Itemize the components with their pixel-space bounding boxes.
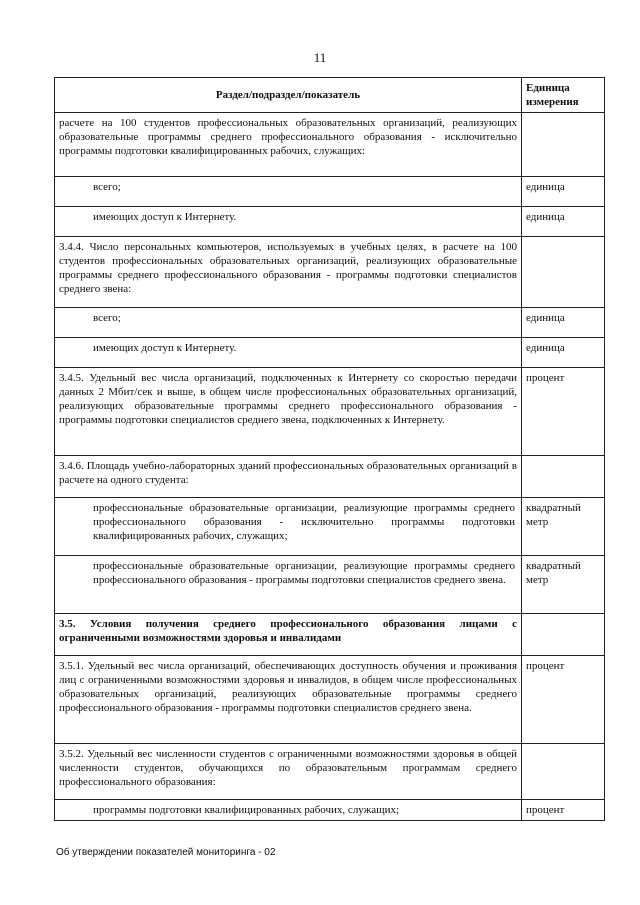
row-text: 3.5.1. Удельный вес числа организаций, обеспечивающих доступность обучения и проживания лиц с ограниченными возможностями здоровья и инвалидов, в общем числе профессиональных образовательных организаций, реализующих образовательные программы среднего профессионального образования - программы подготовки специалистов среднего звена. bbox=[55, 656, 522, 744]
document-footer: Об утверждении показателей мониторинга - 02 bbox=[56, 847, 276, 858]
row-unit: квадратный метр bbox=[522, 498, 605, 556]
row-unit bbox=[522, 113, 605, 177]
row-text: 3.4.6. Площадь учебно-лабораторных зданий профессиональных образовательных организаций в расчете на одного студента: bbox=[55, 456, 522, 498]
header-unit: Единица измерения bbox=[522, 78, 605, 113]
table-row bbox=[55, 308, 605, 338]
row-unit: процент bbox=[522, 800, 605, 821]
table-row bbox=[55, 456, 605, 498]
row-text: профессиональные образовательные организации, реализующие программы среднего профессионального образования - программы подготовки специалистов среднего звена. bbox=[55, 556, 522, 614]
row-unit bbox=[522, 456, 605, 498]
row-unit: процент bbox=[522, 656, 605, 744]
table-row bbox=[55, 498, 605, 556]
table-row bbox=[55, 368, 605, 456]
row-unit bbox=[522, 237, 605, 308]
table-row bbox=[55, 744, 605, 800]
table-row bbox=[55, 338, 605, 368]
indicators-table bbox=[54, 77, 605, 821]
table-row bbox=[55, 800, 605, 821]
table-row bbox=[55, 556, 605, 614]
row-unit bbox=[522, 744, 605, 800]
table-row bbox=[55, 113, 605, 177]
row-text: имеющих доступ к Интернету. bbox=[55, 338, 522, 368]
row-text: расчете на 100 студентов профессиональных образовательных организаций, реализующих образовательные программы среднего профессионального образования - исключительно программы подготовки квалифицированных рабочих, служащих: bbox=[55, 113, 522, 177]
page-number: 11 bbox=[313, 50, 327, 65]
table-row bbox=[55, 177, 605, 207]
row-text: 3.4.4. Число персональных компьютеров, используемых в учебных целях, в расчете на 100 студентов профессиональных образовательных организаций, реализующих образовательные программы среднего профессионального образования - программы подготовки специалистов среднего звена: bbox=[55, 237, 522, 308]
row-text: программы подготовки квалифицированных рабочих, служащих; bbox=[55, 800, 522, 821]
row-text: 3.4.5. Удельный вес числа организаций, подключенных к Интернету со скоростью передачи данных 2 Мбит/сек и выше, в общем числе профессиональных образовательных организаций, реализующих образовательные программы среднего профессионального образования - программы подготовки специалистов среднего звена, подключенных к Интернету. bbox=[55, 368, 522, 456]
row-unit bbox=[522, 614, 605, 656]
row-text: профессиональные образовательные организации, реализующие программы среднего профессионального образования - исключительно программы подготовки квалифицированных рабочих, служащих; bbox=[55, 498, 522, 556]
row-unit: единица bbox=[522, 207, 605, 237]
row-unit: единица bbox=[522, 177, 605, 207]
section-heading: 3.5. Условия получения среднего профессионального образования лицами с ограниченными возможностями здоровья и инвалидами bbox=[55, 614, 522, 656]
table-row bbox=[55, 237, 605, 308]
row-unit: квадратный метр bbox=[522, 556, 605, 614]
row-text: всего; bbox=[55, 177, 522, 207]
table-header-row bbox=[55, 78, 605, 113]
row-unit: процент bbox=[522, 368, 605, 456]
row-text: всего; bbox=[55, 308, 522, 338]
table-row bbox=[55, 207, 605, 237]
row-text: 3.5.2. Удельный вес численности студентов с ограниченными возможностями здоровья в общей численности студентов, обучающихся по образовательным программам среднего профессионального образования: bbox=[55, 744, 522, 800]
row-unit: единица bbox=[522, 338, 605, 368]
table-row bbox=[55, 656, 605, 744]
row-unit: единица bbox=[522, 308, 605, 338]
table-row bbox=[55, 614, 605, 656]
row-text: имеющих доступ к Интернету. bbox=[55, 207, 522, 237]
header-section: Раздел/подраздел/показатель bbox=[55, 78, 522, 113]
